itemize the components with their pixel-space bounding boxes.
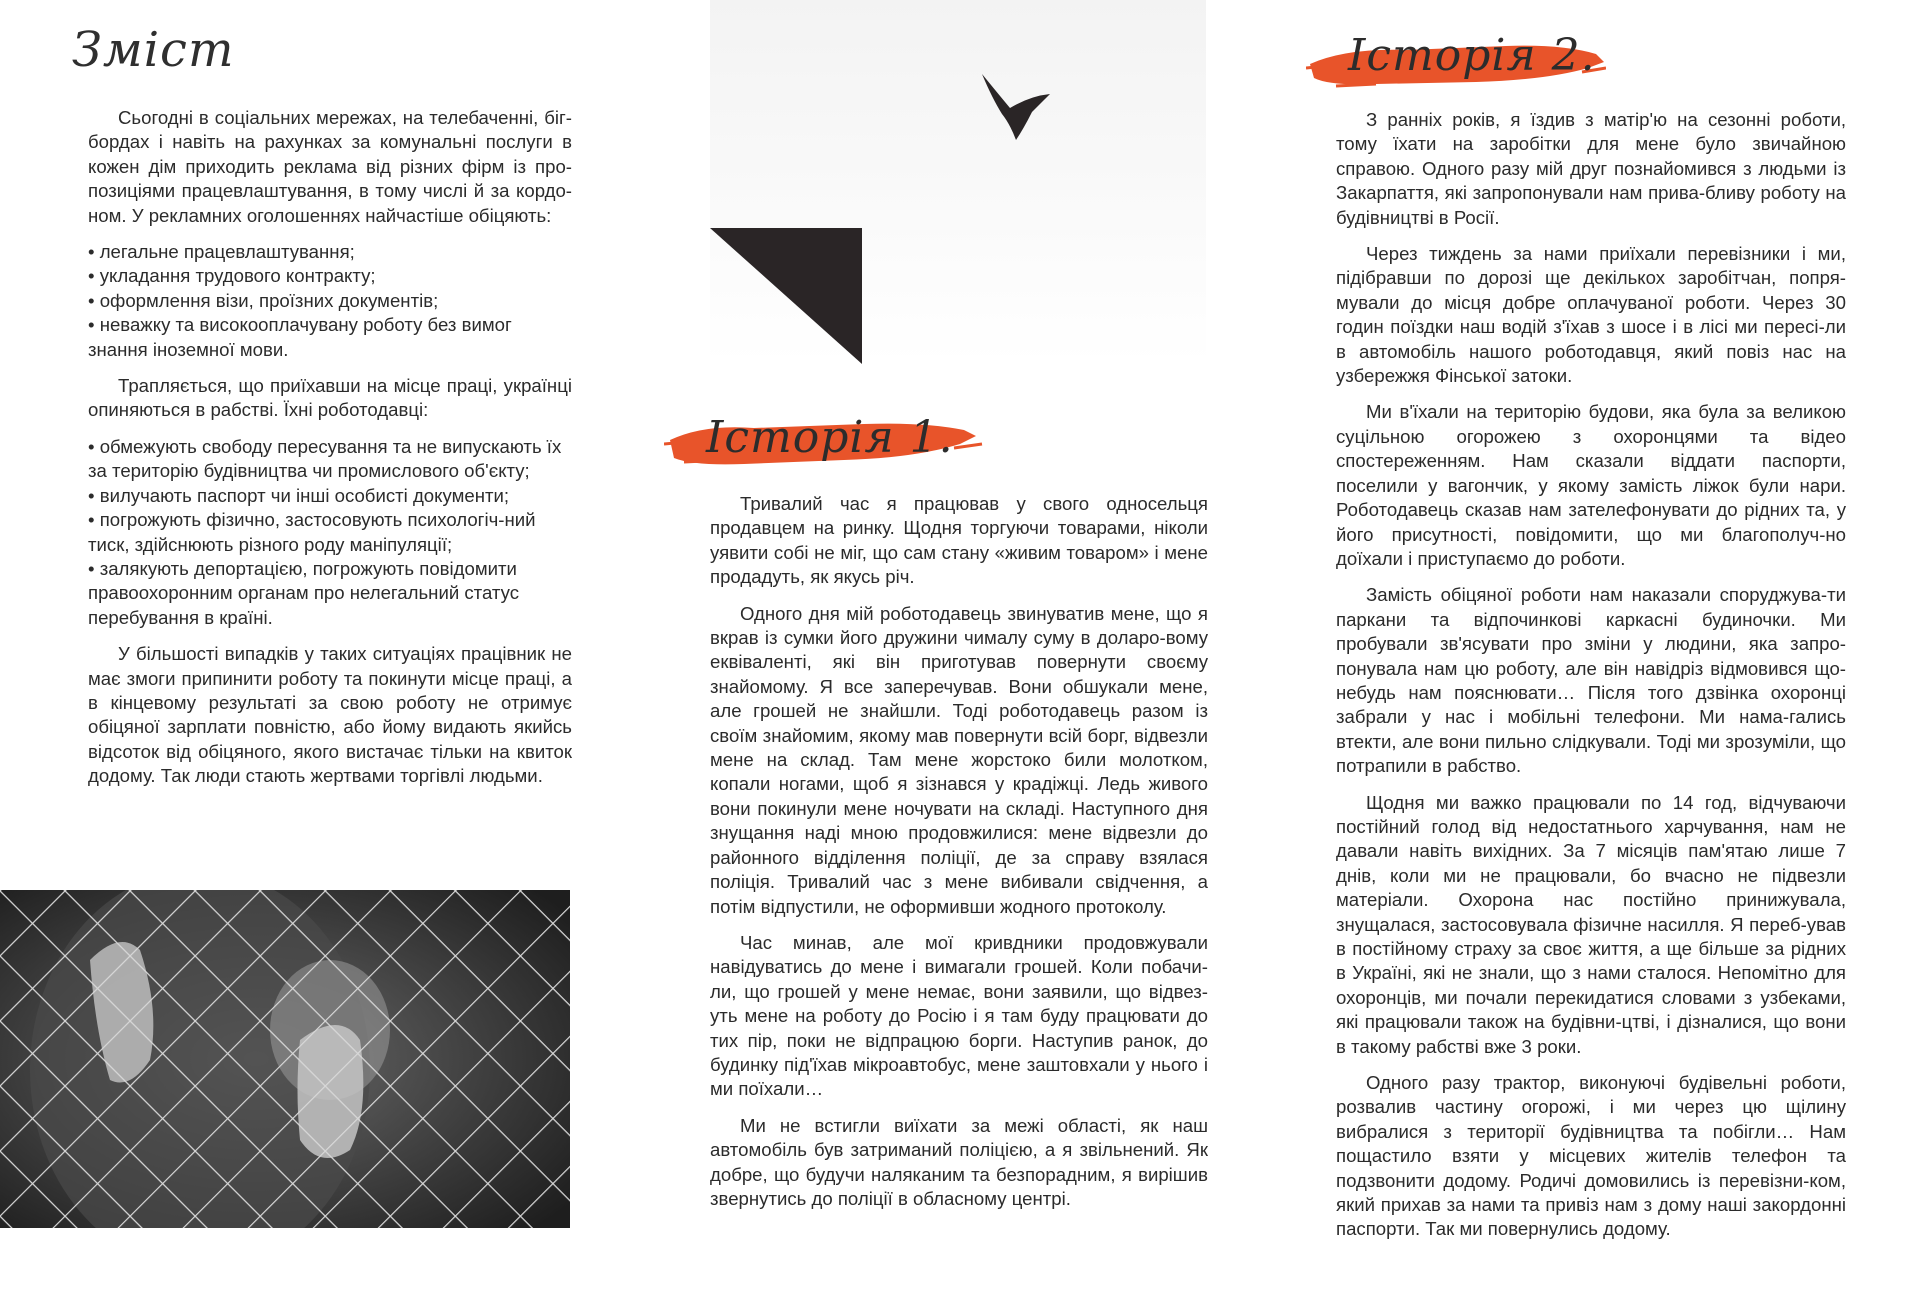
story-1-heading xyxy=(664,414,984,470)
list-item: • неважку та високооплачувану роботу без вимог знання іноземної мови. xyxy=(88,313,572,362)
fence-hands-photo xyxy=(0,890,570,1228)
page-title: Зміст xyxy=(72,22,235,78)
list-item: • легальне працевлаштування; xyxy=(88,240,572,264)
promises-list xyxy=(88,240,572,362)
slavery-intro-paragraph: Трапляється, що приїхавши на місце праці, українці опиняються в рабстві. Їхні роботодавці: xyxy=(88,375,572,421)
story-2-paragraph: З ранніх років, я їздив з матір'ю на сезонні роботи, тому їхати на заробітки для мене було звичайною справою. Одного разу мій друг познайомився з людьми із Закарпаття, які запропонували нам прива-бливу роботу на будівництві в Росії. xyxy=(1336,109,1846,228)
story-1-paragraph: Тривалий час я працював у свого односельця продавцем на ринку. Щодня торгуючи товарами, ніколи уявити собі не міг, що сам стану «живим товаром» і мене продадуть, як якусь річ. xyxy=(710,493,1208,588)
list-item: • вилучають паспорт чи інші особисті документи; xyxy=(88,484,572,508)
sky-bird-photo xyxy=(710,0,1206,364)
story-2-paragraph: Через тиждень за нами приїхали перевізники і ми, підібравши по дорозі ще декількох заробітчан, попря-мували до місця добре оплачуваної роботи. Через 30 годин поїздки наш водій з'їхав з шосе і в лісі ми пересі-ли в автомобіль нашого роботодавця, який повіз нас на узбережжя Фінської затоки. xyxy=(1336,243,1846,387)
conclusion-paragraph: У більшості випадків у таких ситуаціях працівник не має змоги припинити роботу та покинути місце праці, а в кінцевому результаті за свою роботу не отримує обіцяної зарплати повністю, або йому видають якийсь відсоток від обіцяного, якого вистачає тільки на квиток додому. Так люди стають жертвами торгівлі людьми. xyxy=(88,643,572,787)
story-2-title: Історія 2. xyxy=(1348,30,1596,81)
list-item: • залякують депортацією, погрожують повідомити правоохоронним органам про нелегальний статус перебування в країні. xyxy=(88,557,572,630)
story-2-column xyxy=(1336,108,1846,1254)
employer-actions-list xyxy=(88,435,572,630)
intro-paragraph: Сьогодні в соціальних мережах, на телебаченні, біг-бордах і навіть на рахунках за комунальні послуги в кожен дім приходить реклама від різних фірм із про-позиціями працевлаштування, в тому числі й за кордо-ном. У рекламних оголошеннях найчастіше обіцяють: xyxy=(88,107,572,226)
story-1-paragraph: Ми не встигли виїхати за межі області, як наш автомобіль був затриманий поліцією, а я звільнений. Як добре, що будучи наляканим та безпорадним, я вирішив звернутись до поліції в обласному центрі. xyxy=(710,1114,1208,1209)
list-item: • обмежують свободу пересування та не випускають їх за територію будівництва чи промислового об'єкту; xyxy=(88,435,572,484)
story-2-paragraph: Ми в'їхали на територію будови, яка була за великою суцільною огорожею з охоронцями та відео спостереженням. Нам сказали віддати паспорти, поселили у вагончик, у якому замість ліжок були нари. Роботодавець сказав нам зателефонувати до рідних та, у його присутності, повідомити, що ми благополуч-но доїхали і приступаємо до роботи. xyxy=(1336,401,1846,569)
flying-bird-icon xyxy=(710,0,1206,364)
chain-link-fence-icon xyxy=(0,890,570,1228)
story-2-heading xyxy=(1306,30,1606,90)
story-2-paragraph: Замість обіцяної роботи нам наказали споруджува-ти паркани та відпочинкові каркасні будиночки. Ми пробували зв'ясувати про зміни у людини, яка запро-понувала нам цю роботу, але він навідріз відмовився що-небудь нам пояснювати… Після того дзвінка охоронці забрали у нас і мобільні телефони. Ми нама-гались втекти, але вони пильно слідкували. Тоді ми зрозуміли, що потрапили в рабство. xyxy=(1336,584,1846,777)
story-2-paragraph: Щодня ми важко працювали по 14 год, відчуваючи постійний голод від недостатнього харчування, нам не давали навіть вихідних. За 7 місяців пам'ятаю лише 7 днів, коли ми не працювали, бо вчасно не підвезли матеріали. Охорона нас постійно принижувала, знущалася, застосовувала фізичне насилля. Я переб-ував в постійному страху за своє життя, а ще більше за рідних в Україні, які не знали, що з нами сталося. Непомітно для охоронців, ми почали перекидатися словами з узбеками, які працювали також на будівни-цтві, і дізналися, що вони в такому рабстві вже 3 роки. xyxy=(1336,791,1846,1057)
list-item: • погрожують фізично, застосовують психологіч-ний тиск, здійснюють різного роду маніпуляції; xyxy=(88,508,572,557)
story-1-paragraph: Час минав, але мої кривдники продовжували навідуватись до мене і вимагали грошей. Коли побачи-ли, що грошей у мене немає, вони заявили, що відвез-уть мене на роботу до Росію і я там буду працювати до тих пір, поки не відпрацюю борги. Наступив ранок, до будинку під'їхав мікроавтобус, мене заштовхали у нього і ми поїхали… xyxy=(710,931,1208,1100)
story-2-paragraph: Одного разу трактор, виконуючі будівельні роботи, розвалив частину огорожі, і ми через цю щілину вибралися з території будівництва та побігли… Нам пощастило взяти у місцевих жителів телефон та подзвонити додому. Родичі домовились із перевізни-ком, який прихав за нами та привіз нам з дому наші закордонні паспорти. Так ми повернулись додому. xyxy=(1336,1072,1846,1240)
list-item: • оформлення візи, проїзних документів; xyxy=(88,289,572,313)
story-1-column xyxy=(710,492,1208,1223)
intro-column xyxy=(88,106,572,801)
story-1-paragraph: Одного дня мій роботодавець звинуватив мене, що я вкрав із сумки його дружини чималу суму в доларо-вому еквіваленті, які він приготував повернути своєму знайомому. Я все заперечував. Вони обшукали мене, але грошей не знайшли. Тоді роботодавець разом із своїм знайомим, якому мав повернути всій борг, відвезли мене на склад. Там мене жорстоко били молотком, копали ногами, щоб я зізнався у крадіжці. Ледь живого вони покинули мене ночувати на складі. Наступного дня знущання наді мною продовжилися: мене відвезли до районного відділення поліції, де за справу взялася поліція. Тривалий час з мене вибивали свідчення, а потім відпустили, не оформивши жодного протоколу. xyxy=(710,602,1208,917)
story-1-title: Історія 1. xyxy=(706,412,954,463)
list-item: • укладання трудового контракту; xyxy=(88,264,572,288)
